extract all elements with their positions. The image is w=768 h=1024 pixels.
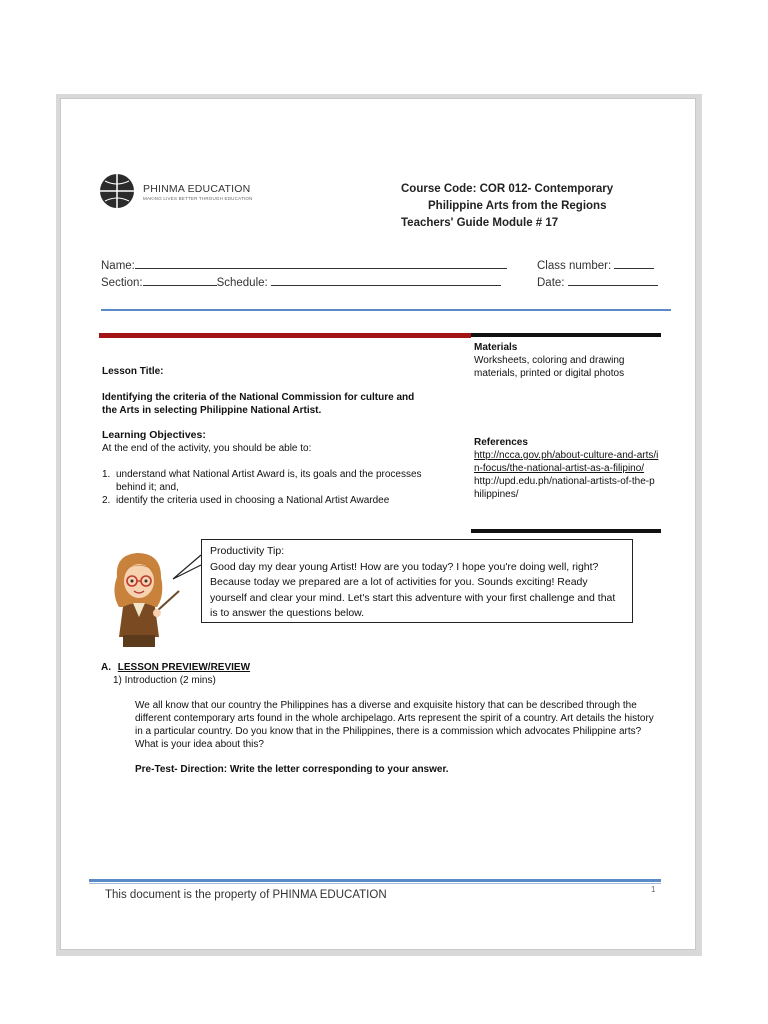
objective-item: 1. understand what National Artist Award is, its goals and the processes behind it; and,: [102, 469, 422, 493]
section-label: Section:: [101, 277, 143, 289]
name-label: Name:: [101, 260, 135, 272]
tip-text: Good day my dear young Artist! How are you today? I hope you're doing well, right? Because today we prepared are a lot of activities for you. Sounds exciting! Ready yourself and clear your mind. Let's start this adventure with your first challenge and that is to answer the questions below.: [210, 560, 616, 619]
section-lesson-preview: [101, 661, 657, 776]
date-label: Date:: [537, 277, 565, 289]
class-number-field: [537, 257, 654, 272]
tip-label: Productivity Tip:: [210, 545, 285, 557]
logo-tagline: MAKING LIVES BETTER THROUGH EDUCATION: [143, 196, 253, 201]
black-divider-bar-bottom: [471, 529, 661, 533]
header-divider: [101, 309, 671, 311]
page-number: 1: [651, 885, 656, 894]
pretest-direction: Pre-Test- Direction: Write the letter corresponding to your answer.: [135, 764, 449, 775]
lesson-info: [102, 365, 422, 507]
name-line[interactable]: [135, 257, 507, 269]
course-line-2: Philippine Arts from the Regions: [428, 200, 607, 212]
class-number-line[interactable]: [614, 257, 654, 269]
document-page: [60, 98, 696, 950]
footer-divider-thin: [89, 883, 661, 884]
schedule-label: Schedule:: [216, 277, 268, 289]
lesson-title-label: Lesson Title:: [102, 366, 164, 377]
name-field: [101, 257, 507, 272]
schedule-line[interactable]: [271, 274, 501, 286]
black-divider-bar-top: [471, 333, 661, 337]
footer-text: This document is the property of PHINMA EDUCATION: [105, 889, 387, 901]
introduction-paragraph: We all know that our country the Philippines has a diverse and exquisite history that can be described through the different contemporary arts found in the whole archipelago. Arts represent the spirit of a country. Art details the history in a particular country. Do you know that in the Philippines, there is a commission which advocates Philippine arts? What is your idea about this?: [135, 700, 654, 750]
course-line-1: Course Code: COR 012- Contemporary: [401, 183, 614, 195]
objective-item: 2. identify the criteria used in choosing a National Artist Awardee: [102, 495, 390, 506]
resources-column: [474, 341, 659, 501]
productivity-tip-box: [201, 539, 633, 623]
objectives-label: Learning Objectives:: [102, 429, 206, 441]
red-divider-bar: [99, 333, 471, 338]
section-schedule-field: [101, 274, 501, 289]
section-heading: A. LESSON PREVIEW/REVIEW: [101, 662, 251, 673]
section-line[interactable]: [143, 274, 217, 286]
references-label: References: [474, 437, 528, 448]
date-line[interactable]: [568, 274, 658, 286]
logo-name: PHINMA EDUCATION: [143, 183, 251, 195]
course-line-3: Teachers' Guide Module # 17: [401, 217, 559, 229]
lesson-title: Identifying the criteria of the National Commission for culture and the Arts in selecting Philippine National Artist.: [102, 392, 415, 416]
footer-divider: [89, 879, 661, 882]
introduction-item: 1) Introduction (2 mins): [113, 675, 216, 686]
speech-bubble-tail: [171, 551, 205, 581]
date-field: [537, 274, 658, 289]
phinma-logo: [99, 173, 269, 219]
materials-label: Materials: [474, 342, 518, 353]
materials-text: Worksheets, coloring and drawing materials, printed or digital photos: [474, 355, 625, 379]
reference-link-1[interactable]: http://ncca.gov.ph/about-culture-and-arts/in-focus/the-national-artist-as-a-filipino/: [474, 450, 659, 474]
objectives-list: [102, 468, 422, 507]
course-header: [401, 181, 613, 232]
class-number-label: Class number:: [537, 260, 612, 272]
objectives-intro: At the end of the activity, you should be able to:: [102, 443, 312, 454]
phinma-logo-icon: [99, 173, 135, 209]
reference-link-2[interactable]: http://upd.edu.ph/national-artists-of-the-philippines/: [474, 476, 655, 500]
